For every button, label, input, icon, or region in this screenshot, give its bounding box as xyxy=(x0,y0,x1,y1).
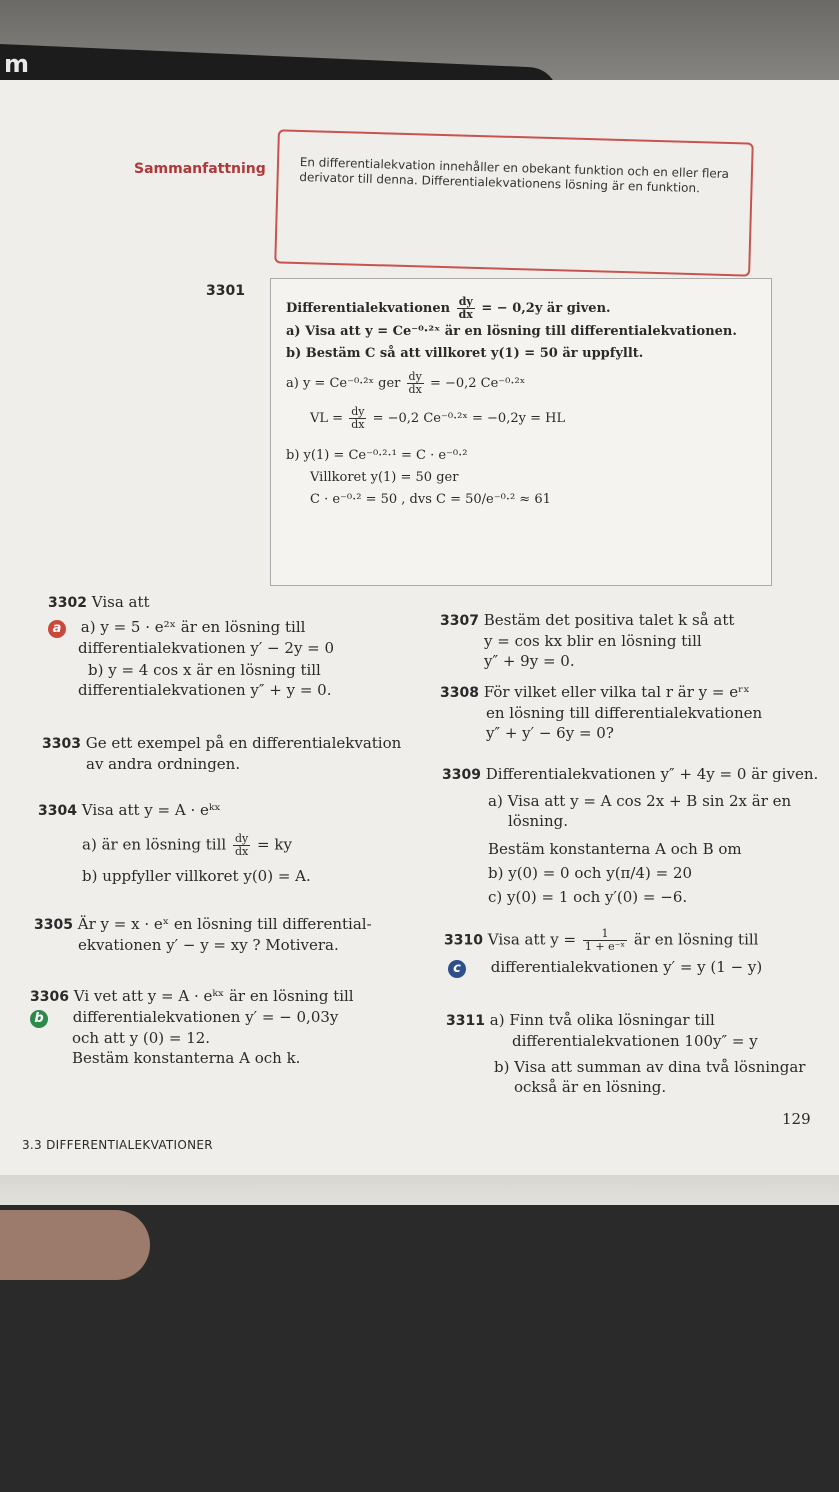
difficulty-a-icon: a xyxy=(48,620,66,638)
exercise-3301-solution-b2: Villkoret y(1) = 50 ger xyxy=(310,470,459,485)
exercise-3301-solution-a1: a) y = Ce⁻⁰·²ˣ ger $\frac{dy}{dx}$ = −0,2 Ce⁻⁰·²ˣ xyxy=(286,370,526,396)
exercise-3305: 3305 Är y = x · eˣ en lösning till differential- ekvationen y′ − y = xy ? Motivera. xyxy=(34,915,372,954)
chapter-footer: 3.3 DIFFERENTIALEKVATIONER xyxy=(22,1138,213,1152)
exercise-3311: 3311 a) Finn två olika lösningar till differentialekvationen 100y″ = y b) Visa att summan av dina två lösningar också är en lösning. xyxy=(446,1011,806,1096)
exercise-3301-number: 3301 xyxy=(206,283,245,299)
exercise-3303: 3303 Ge ett exempel på en differentialekvation av andra ordningen. xyxy=(42,734,402,773)
exercise-3301-task-b: b) Bestäm C så att villkoret y(1) = 50 är uppfyllt. xyxy=(286,346,644,361)
exercise-3301-intro: Differentialekvationen $\frac{dy}{dx}$ = − 0,2y är given. xyxy=(286,295,611,321)
difficulty-b-icon: b xyxy=(30,1010,48,1028)
exercise-3301-solution-b1: b) y(1) = Ce⁻⁰·²·¹ = C · e⁻⁰·² xyxy=(286,448,468,463)
summary-box xyxy=(274,129,754,276)
fraction: $\frac{dy}{dx}$ xyxy=(408,370,422,396)
fraction: $\frac{dy}{dx}$ xyxy=(234,832,249,858)
exercise-3310: 3310 Visa att y = $\frac{1}{\text{1 + e⁻ˣ}}$ är en lösning till c differentialekvationen y′ = y (1 − y) xyxy=(444,927,763,976)
exercise-3301-solution-b3: C · e⁻⁰·² = 50 , dvs C = 50/e⁻⁰·² ≈ 61 xyxy=(310,492,551,507)
fraction: $\frac{dy}{dx}$ xyxy=(351,405,365,431)
fraction: $\frac{dy}{dx}$ xyxy=(458,295,473,321)
exercise-3304: 3304 Visa att y = A · eᵏˣ a) är en lösning till $\frac{dy}{dx}$ = ky b) uppfyller villkoret y(0) = A. xyxy=(38,801,311,885)
exercise-3301-content xyxy=(286,296,756,511)
exercise-3308: 3308 För vilket eller vilka tal r är y = eʳˣ en lösning till differentialekvationen y″ + y′ − 6y = 0? xyxy=(440,683,763,742)
exercise-3309: 3309 Differentialekvationen y″ + 4y = 0 är given. a) Visa att y = A cos 2x + B sin 2x är en lösning. Bestäm konstanterna A och B om b) y(0) = 0 och y(π/4) = 20 c) y(0) = 1 och y′(0) = −6. xyxy=(442,765,819,906)
exercise-3301-solution-a2: VL = $\frac{dy}{dx}$ = −0,2 Ce⁻⁰·²ˣ = −0,2y = HL xyxy=(310,405,566,431)
finger xyxy=(0,1210,150,1280)
summary-text: En differentialekvation innehåller en obekant funktion och en eller flera derivator till denna. Differentialekvationens lösning är en funktion. xyxy=(299,155,730,196)
laptop-logo: m xyxy=(4,50,30,78)
exercise-3302: 3302 Visa att a a) y = 5 · e²ˣ är en lösning till differentialekvationen y′ − 2y = 0 b) y = 4 cos x är en lösning till differentialekvationen y″ + y = 0. xyxy=(48,593,335,699)
page-number: 129 xyxy=(782,1110,811,1128)
exercise-3307: 3307 Bestäm det positiva talet k så att y = cos kx blir en lösning till y″ + 9y = 0. xyxy=(440,611,735,670)
exercise-3306: 3306 Vi vet att y = A · eᵏˣ är en lösning till b differentialekvationen y′ = − 0,03y och att y (0) = 12. Bestäm konstanterna A och k. xyxy=(30,987,354,1067)
fraction: $\frac{1}{\text{1 + e⁻ˣ}}$ xyxy=(584,927,626,953)
summary-label: Sammanfattning xyxy=(134,161,266,177)
exercise-3301-task-a: a) Visa att y = Ce⁻⁰·²ˣ är en lösning till differentialekvationen. xyxy=(286,324,737,339)
difficulty-c-icon: c xyxy=(448,960,466,978)
